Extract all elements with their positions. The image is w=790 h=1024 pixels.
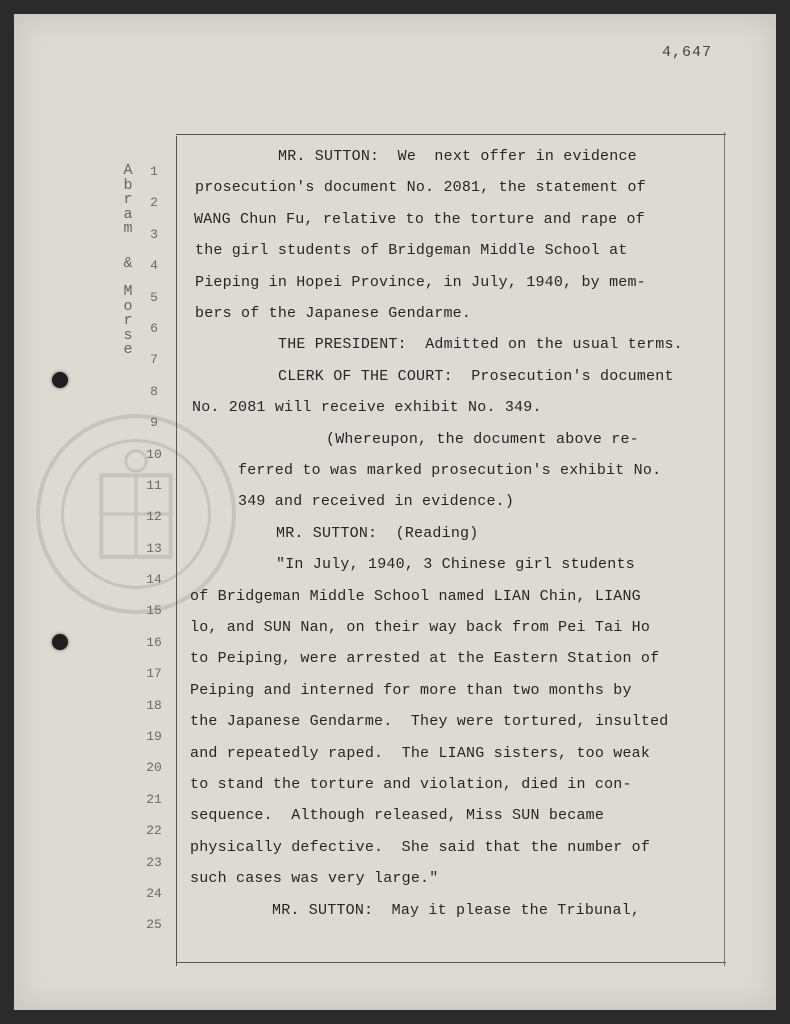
line-number: 19 xyxy=(146,729,162,745)
line-number: 14 xyxy=(146,572,162,588)
line-number: 8 xyxy=(150,383,158,399)
reporter-letter: e xyxy=(123,341,133,358)
line-number: 23 xyxy=(146,854,162,870)
transcript-line: to stand the torture and violation, died in con- xyxy=(190,776,632,793)
transcript-line: of Bridgeman Middle School named LIAN Chin, LIANG xyxy=(190,587,641,605)
transcript-page xyxy=(14,14,776,1010)
reporter-letter: r xyxy=(123,312,133,329)
line-number: 11 xyxy=(146,477,162,493)
transcript-line: sequence. Although released, Miss SUN became xyxy=(190,807,605,825)
transcript-line: No. 2081 will receive exhibit No. 349. xyxy=(192,399,542,417)
transcript-line: to Peiping, were arrested at the Eastern Station of xyxy=(190,650,660,668)
frame-top-rule xyxy=(176,134,726,135)
right-margin-rule xyxy=(724,132,725,966)
line-number: 10 xyxy=(146,446,162,462)
transcript-line: "In July, 1940, 3 Chinese girl students xyxy=(276,556,635,574)
transcript-line: Pieping in Hopei Province, in July, 1940, by mem- xyxy=(195,273,646,291)
reporter-letter: M xyxy=(123,283,133,300)
frame-bottom-rule xyxy=(176,962,726,963)
line-number: 2 xyxy=(150,195,158,211)
line-number: 22 xyxy=(146,823,162,839)
transcript-line: the girl students of Bridgeman Middle School at xyxy=(195,242,628,260)
reporter-letter: & xyxy=(123,254,133,272)
line-number: 17 xyxy=(146,666,162,682)
line-number: 12 xyxy=(146,509,162,525)
reporter-letter: s xyxy=(123,326,133,344)
embossed-seal-icon xyxy=(34,412,238,616)
line-number: 4 xyxy=(150,258,158,274)
transcript-line: prosecution's document No. 2081, the statement of xyxy=(195,179,646,197)
line-number: 24 xyxy=(146,885,162,901)
transcript-line: and repeatedly raped. The LIANG sisters, too weak xyxy=(190,744,651,762)
left-margin-rule xyxy=(176,136,177,966)
line-number: 16 xyxy=(146,634,162,650)
line-number: 6 xyxy=(150,320,158,336)
transcript-line: ferred to was marked prosecution's exhibit No. xyxy=(238,462,662,479)
transcript-line: bers of the Japanese Gendarme. xyxy=(195,305,472,322)
reporter-letter: o xyxy=(123,297,133,315)
line-number: 7 xyxy=(150,352,158,368)
court-reporters-margin xyxy=(120,164,136,358)
transcript-line: MR. SUTTON: We next offer in evidence xyxy=(278,148,637,165)
reporter-letter: r xyxy=(123,191,133,208)
transcript-line: 349 and received in evidence.) xyxy=(238,493,515,511)
punch-hole xyxy=(52,634,68,650)
line-number: 3 xyxy=(150,226,158,242)
transcript-line: lo, and SUN Nan, on their way back from Pei Tai Ho xyxy=(190,619,651,636)
line-number: 1 xyxy=(150,164,158,179)
reporter-letter: b xyxy=(123,176,133,194)
punch-hole xyxy=(52,372,68,388)
page-number: 4,647 xyxy=(662,44,713,61)
transcript-line: such cases was very large." xyxy=(190,870,439,888)
reporter-letter: A xyxy=(123,162,133,179)
transcript-line: MR. SUTTON: (Reading) xyxy=(276,524,479,542)
transcript-line: CLERK OF THE COURT: Prosecution's document xyxy=(278,367,674,385)
line-number: 21 xyxy=(146,791,162,807)
transcript-line: the Japanese Gendarme. They were tortured, insulted xyxy=(190,713,669,731)
transcript-line: THE PRESIDENT: Admitted on the usual terms. xyxy=(278,336,683,354)
line-number: 5 xyxy=(150,289,158,305)
line-numbers-column xyxy=(139,156,169,941)
transcript-line: MR. SUTTON: May it please the Tribunal, xyxy=(272,901,641,919)
line-number: 9 xyxy=(150,415,158,431)
transcript-line: WANG Chun Fu, relative to the torture and rape of xyxy=(194,210,645,228)
line-number: 18 xyxy=(146,697,162,713)
line-number: 13 xyxy=(146,540,162,556)
line-number: 20 xyxy=(146,760,162,776)
reporter-letter: m xyxy=(123,220,133,237)
transcript-line: Peiping and interned for more than two months by xyxy=(190,681,632,699)
transcript-line: (Whereupon, the document above re- xyxy=(326,430,639,448)
line-number: 15 xyxy=(146,603,162,619)
line-number: 25 xyxy=(146,917,162,933)
transcript-line: physically defective. She said that the number of xyxy=(190,838,651,856)
reporter-letter: a xyxy=(123,205,133,223)
